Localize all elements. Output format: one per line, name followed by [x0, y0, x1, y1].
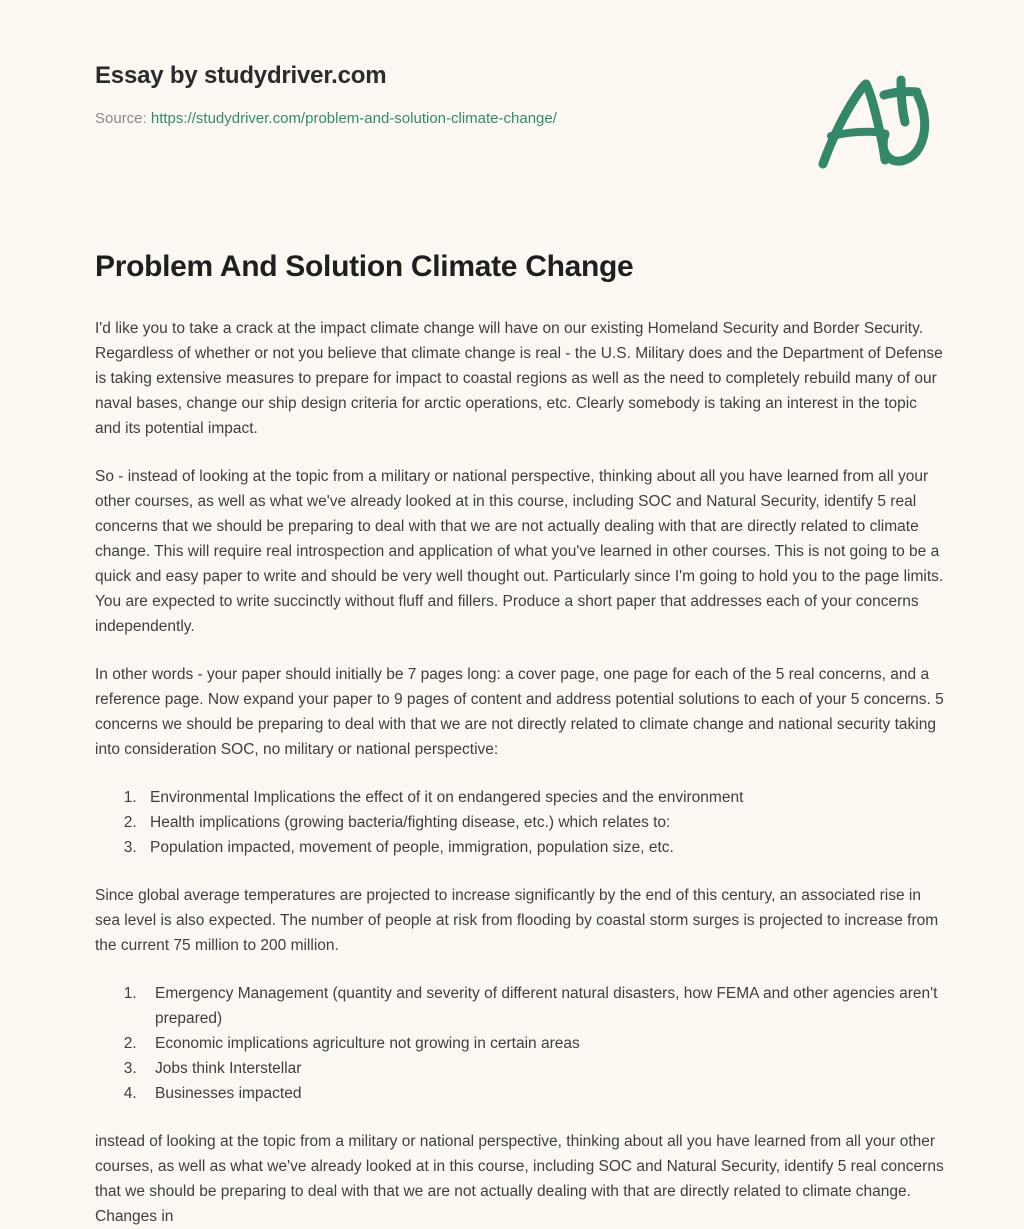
paragraph-5: instead of looking at the topic from a military or national perspective, thinking about all you have learned from all your other courses, as well as what we've already looked at in this course, including SOC and Natural Security, identify 5 real concerns that we should be preparing to deal with that we are not actually dealing with that are directly related to climate change. Changes in — [95, 1132, 944, 1225]
a-plus-logo-svg — [806, 72, 938, 172]
article-body — [95, 316, 947, 1229]
brand-title: Essay by studydriver.com — [95, 62, 387, 89]
paragraph-3: In other words - your paper should initially be 7 pages long: a cover page, one page for each of the 5 real concerns, and a reference page. Now expand your paper to 9 pages of content and address potential solutions to each of your 5 concerns. 5 concerns we should be preparing to deal with that we are not directly related to climate change and national security taking into consideration SOC, no military or national perspective: — [95, 665, 944, 758]
page-header — [0, 0, 1024, 200]
list-item: 2. Economic implications agriculture not growing in certain areas — [141, 1031, 947, 1056]
a-plus-logo-icon — [806, 72, 938, 172]
list-item: 1. Environmental Implications the effect of it on endangered species and the environment — [141, 785, 947, 810]
article — [95, 248, 947, 1229]
paragraph-1: I'd like you to take a crack at the impact climate change will have on our existing Homeland Security and Border Security. Regardless of whether or not you believe that climate change is real - the U.S. Military does and the Department of Defense is taking extensive measures to prepare for impact to coastal regions as well as the need to completely rebuild many of our naval bases, change our ship design criteria for arctic operations, etc. Clearly somebody is taking an interest in the topic and its potential impact. — [95, 319, 943, 437]
page-title: Problem And Solution Climate Change — [95, 250, 634, 283]
list-item: 2. Health implications (growing bacteria/fighting disease, etc.) which relates to: — [141, 810, 947, 835]
list-item: 4. Businesses impacted — [141, 1081, 947, 1106]
brand-block — [95, 62, 795, 129]
list-item: 3. Jobs think Interstellar — [141, 1056, 947, 1081]
source-url-link[interactable]: https://studydriver.com/problem-and-solution-climate-change/ — [150, 109, 557, 127]
concern-list-two — [95, 981, 947, 1106]
source-line — [95, 108, 795, 129]
list-item: 3. Population impacted, movement of people, immigration, population size, etc. — [141, 835, 947, 860]
concern-list-one — [95, 785, 947, 860]
paragraph-2: So - instead of looking at the topic from a military or national perspective, thinking about all you have learned from all your other courses, as well as what we've already looked at in this course, including SOC and Natural Security, identify 5 real concerns that we should be preparing to deal with that we are not actually dealing with that are directly related to climate change. This will require real introspection and application of what you've learned in other courses. This is not going to be a quick and easy paper to write and should be very well thought out. Particularly since I'm going to hold you to the page limits. You are expected to write succinctly without fluff and fillers. Produce a short paper that addresses each of your concerns independently. — [95, 467, 944, 635]
source-label: Source: — [95, 109, 147, 127]
paragraph-4: Since global average temperatures are projected to increase significantly by the end of this century, an associated rise in sea level is also expected. The number of people at risk from flooding by coastal storm surges is projected to increase from the current 75 million to 200 million. — [95, 886, 939, 954]
list-item: 1. Emergency Management (quantity and severity of different natural disasters, how FEMA and other agencies aren't prepared) — [141, 981, 947, 1031]
